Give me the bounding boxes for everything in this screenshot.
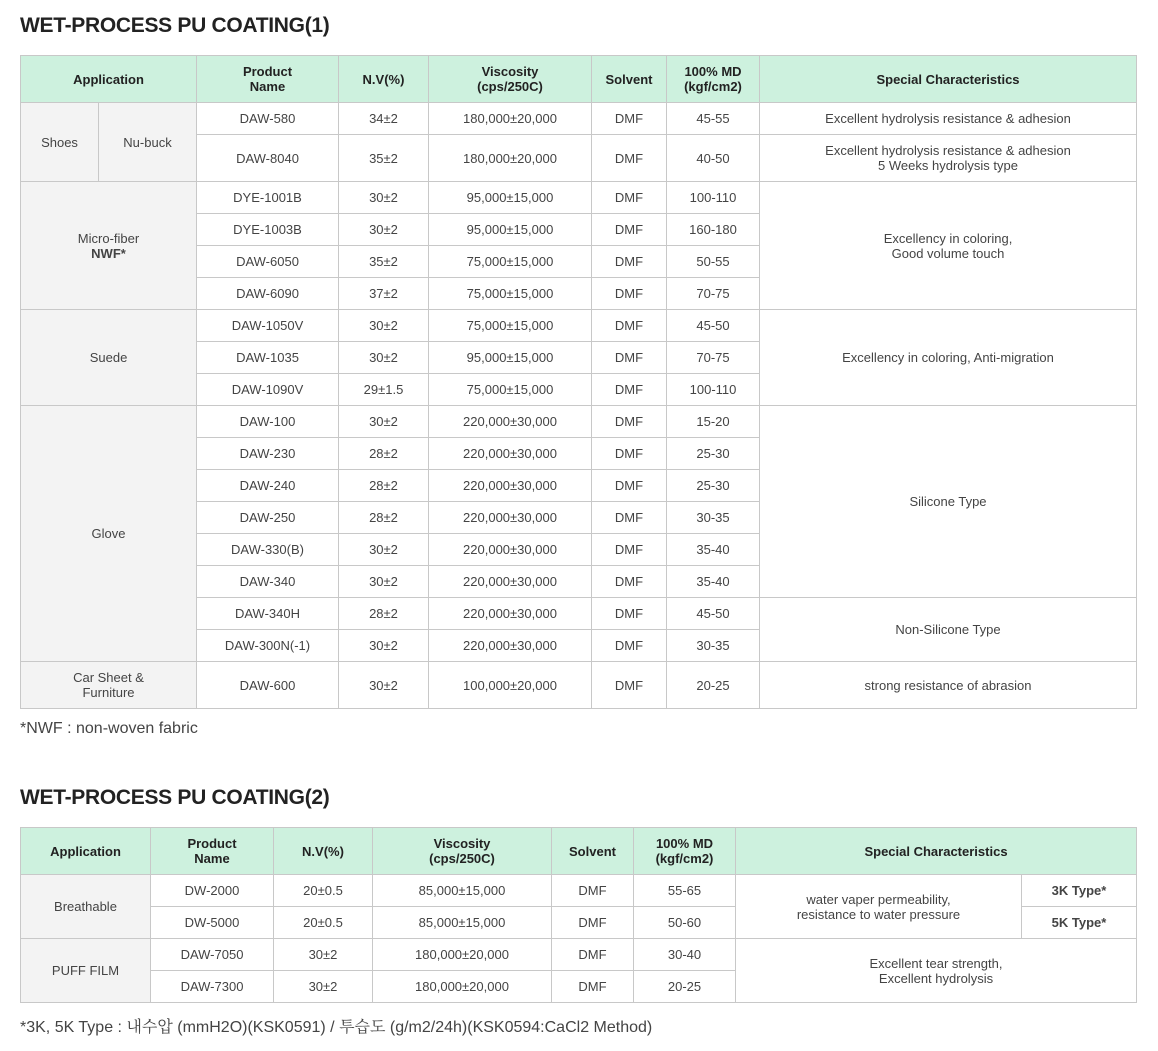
nv-value: 30±2 xyxy=(339,406,429,438)
group-puff-film: PUFF FILM xyxy=(21,939,151,1003)
header-nv: N.V(%) xyxy=(339,56,429,103)
viscosity-value: 220,000±30,000 xyxy=(429,598,592,630)
md-value: 20-25 xyxy=(667,662,760,709)
header-md: 100% MD (kgf/cm2) xyxy=(634,828,736,875)
header-product-name: Product Name xyxy=(151,828,274,875)
viscosity-value: 180,000±20,000 xyxy=(429,103,592,135)
special-characteristics: Excellency in coloring, Anti-migration xyxy=(760,310,1137,406)
viscosity-value: 85,000±15,000 xyxy=(373,907,552,939)
table-row xyxy=(21,662,1137,709)
table-row xyxy=(21,875,1137,907)
viscosity-value: 220,000±30,000 xyxy=(429,502,592,534)
header-solvent: Solvent xyxy=(552,828,634,875)
nv-value: 35±2 xyxy=(339,246,429,278)
header-special: Special Characteristics xyxy=(760,56,1137,103)
nv-value: 30±2 xyxy=(339,214,429,246)
table-header-row xyxy=(21,56,1137,103)
coating-table-2 xyxy=(20,827,1137,1003)
nv-value: 30±2 xyxy=(339,566,429,598)
solvent-value: DMF xyxy=(592,103,667,135)
table-row xyxy=(21,310,1137,342)
solvent-value: DMF xyxy=(552,907,634,939)
type-3k: 3K Type* xyxy=(1022,875,1137,907)
md-value: 25-30 xyxy=(667,438,760,470)
md-value: 30-35 xyxy=(667,502,760,534)
product-name: DAW-580 xyxy=(197,103,339,135)
solvent-value: DMF xyxy=(592,534,667,566)
md-value: 30-40 xyxy=(634,939,736,971)
md-value: 100-110 xyxy=(667,374,760,406)
product-name: DAW-300N(-1) xyxy=(197,630,339,662)
md-value: 160-180 xyxy=(667,214,760,246)
solvent-value: DMF xyxy=(592,470,667,502)
solvent-value: DMF xyxy=(592,630,667,662)
nv-value: 37±2 xyxy=(339,278,429,310)
table-row xyxy=(21,939,1137,971)
viscosity-value: 100,000±20,000 xyxy=(429,662,592,709)
md-value: 50-55 xyxy=(667,246,760,278)
product-name: DAW-7300 xyxy=(151,971,274,1003)
product-name: DAW-600 xyxy=(197,662,339,709)
md-value: 70-75 xyxy=(667,278,760,310)
viscosity-value: 95,000±15,000 xyxy=(429,342,592,374)
group-breathable: Breathable xyxy=(21,875,151,939)
special-characteristics: Silicone Type xyxy=(760,406,1137,598)
solvent-value: DMF xyxy=(592,438,667,470)
md-value: 70-75 xyxy=(667,342,760,374)
product-name: DAW-230 xyxy=(197,438,339,470)
nv-value: 34±2 xyxy=(339,103,429,135)
footnote-type: *3K, 5K Type : 내수압 (mmH2O)(KSK0591) / 투습도 (g/m2/24h)(KSK0594:CaCl2 Method) xyxy=(20,1019,653,1036)
viscosity-value: 85,000±15,000 xyxy=(373,875,552,907)
solvent-value: DMF xyxy=(592,214,667,246)
solvent-value: DMF xyxy=(592,135,667,182)
group-shoes: Shoes xyxy=(21,103,99,182)
group-suede: Suede xyxy=(21,310,197,406)
md-value: 35-40 xyxy=(667,534,760,566)
header-viscosity: Viscosity (cps/250C) xyxy=(429,56,592,103)
md-value: 45-50 xyxy=(667,310,760,342)
group-microfiber xyxy=(21,182,197,310)
md-value: 55-65 xyxy=(634,875,736,907)
md-value: 45-50 xyxy=(667,598,760,630)
header-special: Special Characteristics xyxy=(736,828,1137,875)
coating-table-1 xyxy=(20,55,1137,709)
md-value: 50-60 xyxy=(634,907,736,939)
nv-value: 30±2 xyxy=(339,662,429,709)
viscosity-value: 75,000±15,000 xyxy=(429,278,592,310)
product-name: DAW-100 xyxy=(197,406,339,438)
product-name: DAW-7050 xyxy=(151,939,274,971)
viscosity-value: 180,000±20,000 xyxy=(373,939,552,971)
md-value: 40-50 xyxy=(667,135,760,182)
solvent-value: DMF xyxy=(592,598,667,630)
header-application: Application xyxy=(21,56,197,103)
product-name: DAW-6050 xyxy=(197,246,339,278)
product-name: DAW-330(B) xyxy=(197,534,339,566)
nv-value: 28±2 xyxy=(339,502,429,534)
special-characteristics: Excellency in coloring, Good volume touch xyxy=(760,182,1137,310)
viscosity-value: 95,000±15,000 xyxy=(429,214,592,246)
nv-value: 29±1.5 xyxy=(339,374,429,406)
solvent-value: DMF xyxy=(552,875,634,907)
group-car-sheet: Car Sheet & Furniture xyxy=(21,662,197,709)
header-product-name: Product Name xyxy=(197,56,339,103)
nv-value: 28±2 xyxy=(339,438,429,470)
viscosity-value: 75,000±15,000 xyxy=(429,246,592,278)
special-characteristics: Excellent hydrolysis resistance & adhesion 5 Weeks hydrolysis type xyxy=(760,135,1137,182)
table-header-row xyxy=(21,828,1137,875)
header-application: Application xyxy=(21,828,151,875)
solvent-value: DMF xyxy=(592,374,667,406)
md-value: 100-110 xyxy=(667,182,760,214)
group-microfiber-label: Micro-fiber xyxy=(77,230,140,246)
nv-value: 30±2 xyxy=(339,182,429,214)
viscosity-value: 180,000±20,000 xyxy=(429,135,592,182)
solvent-value: DMF xyxy=(592,406,667,438)
product-name: DW-5000 xyxy=(151,907,274,939)
nv-value: 28±2 xyxy=(339,470,429,502)
table-row xyxy=(21,103,1137,135)
nv-value: 30±2 xyxy=(339,310,429,342)
solvent-value: DMF xyxy=(592,566,667,598)
header-md: 100% MD (kgf/cm2) xyxy=(667,56,760,103)
special-characteristics: Non-Silicone Type xyxy=(760,598,1137,662)
header-viscosity: Viscosity (cps/250C) xyxy=(373,828,552,875)
viscosity-value: 95,000±15,000 xyxy=(429,182,592,214)
header-solvent: Solvent xyxy=(592,56,667,103)
nv-value: 30±2 xyxy=(339,342,429,374)
nv-value: 20±0.5 xyxy=(274,875,373,907)
viscosity-value: 220,000±30,000 xyxy=(429,438,592,470)
group-glove: Glove xyxy=(21,406,197,662)
table2-title: WET-PROCESS PU COATING(2) xyxy=(20,786,330,809)
product-name: DAW-6090 xyxy=(197,278,339,310)
nv-value: 35±2 xyxy=(339,135,429,182)
product-name: DAW-1050V xyxy=(197,310,339,342)
solvent-value: DMF xyxy=(552,971,634,1003)
solvent-value: DMF xyxy=(592,310,667,342)
solvent-value: DMF xyxy=(592,278,667,310)
nv-value: 30±2 xyxy=(339,630,429,662)
viscosity-value: 75,000±15,000 xyxy=(429,374,592,406)
product-name: DAW-8040 xyxy=(197,135,339,182)
md-value: 15-20 xyxy=(667,406,760,438)
md-value: 35-40 xyxy=(667,566,760,598)
product-name: DAW-250 xyxy=(197,502,339,534)
solvent-value: DMF xyxy=(552,939,634,971)
md-value: 45-55 xyxy=(667,103,760,135)
viscosity-value: 220,000±30,000 xyxy=(429,630,592,662)
solvent-value: DMF xyxy=(592,342,667,374)
table-row xyxy=(21,182,1137,214)
nv-value: 28±2 xyxy=(339,598,429,630)
solvent-value: DMF xyxy=(592,246,667,278)
nv-value: 30±2 xyxy=(339,534,429,566)
table1-title: WET-PROCESS PU COATING(1) xyxy=(20,14,330,37)
product-name: DAW-340H xyxy=(197,598,339,630)
product-name: DAW-1035 xyxy=(197,342,339,374)
table-row xyxy=(21,406,1137,438)
nv-value: 30±2 xyxy=(274,971,373,1003)
md-value: 30-35 xyxy=(667,630,760,662)
product-name: DW-2000 xyxy=(151,875,274,907)
md-value: 25-30 xyxy=(667,470,760,502)
type-5k: 5K Type* xyxy=(1022,907,1137,939)
nv-value: 20±0.5 xyxy=(274,907,373,939)
footnote-nwf: *NWF : non-woven fabric xyxy=(20,720,198,737)
viscosity-value: 220,000±30,000 xyxy=(429,566,592,598)
special-characteristics: water vaper permeability, resistance to water pressure xyxy=(736,875,1022,939)
group-nwf-label: NWF* xyxy=(91,245,126,261)
special-characteristics: strong resistance of abrasion xyxy=(760,662,1137,709)
product-name: DYE-1001B xyxy=(197,182,339,214)
product-name: DAW-1090V xyxy=(197,374,339,406)
nv-value: 30±2 xyxy=(274,939,373,971)
solvent-value: DMF xyxy=(592,182,667,214)
special-characteristics: Excellent tear strength, Excellent hydrolysis xyxy=(736,939,1137,1003)
viscosity-value: 180,000±20,000 xyxy=(373,971,552,1003)
product-name: DAW-340 xyxy=(197,566,339,598)
product-name: DYE-1003B xyxy=(197,214,339,246)
md-value: 20-25 xyxy=(634,971,736,1003)
solvent-value: DMF xyxy=(592,662,667,709)
header-nv: N.V(%) xyxy=(274,828,373,875)
viscosity-value: 220,000±30,000 xyxy=(429,470,592,502)
product-name: DAW-240 xyxy=(197,470,339,502)
solvent-value: DMF xyxy=(592,502,667,534)
special-characteristics: Excellent hydrolysis resistance & adhesion xyxy=(760,103,1137,135)
viscosity-value: 220,000±30,000 xyxy=(429,406,592,438)
viscosity-value: 220,000±30,000 xyxy=(429,534,592,566)
group-nubuck: Nu-buck xyxy=(99,103,197,182)
viscosity-value: 75,000±15,000 xyxy=(429,310,592,342)
